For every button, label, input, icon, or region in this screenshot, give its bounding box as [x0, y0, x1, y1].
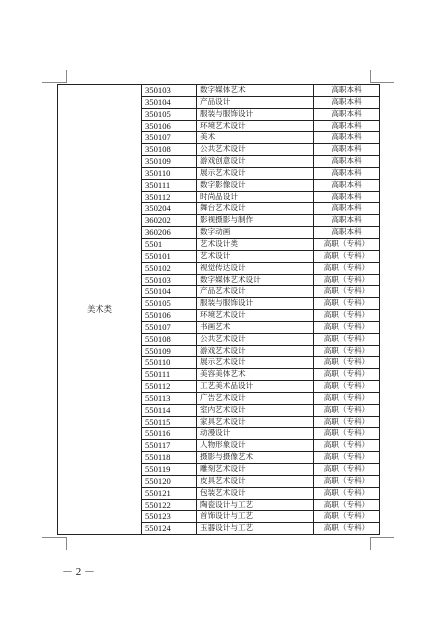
- code-cell: 550119: [142, 464, 197, 476]
- code-cell: 550124: [142, 523, 197, 535]
- code-cell: 550116: [142, 428, 197, 440]
- code-cell: 360206: [142, 227, 197, 239]
- level-cell: 高职（专科）: [314, 274, 380, 286]
- code-cell: 550102: [142, 262, 197, 274]
- code-cell: 350110: [142, 167, 197, 179]
- level-cell: 高职本科: [314, 120, 380, 132]
- code-cell: 550109: [142, 345, 197, 357]
- name-cell: 服装与服饰设计: [197, 298, 314, 310]
- level-cell: 高职（专科）: [314, 487, 380, 499]
- crop-mark-top-right-v: [370, 70, 371, 83]
- code-cell: 550112: [142, 381, 197, 393]
- level-cell: 高职本科: [314, 179, 380, 191]
- name-cell: 舞台艺术设计: [197, 203, 314, 215]
- name-cell: 室内艺术设计: [197, 404, 314, 416]
- code-cell: 350104: [142, 96, 197, 108]
- name-cell: 环境艺术设计: [197, 310, 314, 322]
- code-cell: 350107: [142, 132, 197, 144]
- code-cell: 550111: [142, 369, 197, 381]
- code-cell: 550120: [142, 475, 197, 487]
- code-cell: 550105: [142, 298, 197, 310]
- code-cell: 550113: [142, 392, 197, 404]
- name-cell: 摄影与摄像艺术: [197, 452, 314, 464]
- name-cell: 公共艺术设计: [197, 333, 314, 345]
- name-cell: 书画艺术: [197, 321, 314, 333]
- level-cell: 高职（专科）: [314, 286, 380, 298]
- code-cell: 550114: [142, 404, 197, 416]
- code-cell: 550106: [142, 310, 197, 322]
- code-cell: 360202: [142, 215, 197, 227]
- crop-mark-bottom-left-h: [42, 537, 66, 538]
- level-cell: 高职（专科）: [314, 369, 380, 381]
- level-cell: 高职本科: [314, 203, 380, 215]
- level-cell: 高职本科: [314, 108, 380, 120]
- name-cell: 数字动画: [197, 227, 314, 239]
- level-cell: 高职本科: [314, 215, 380, 227]
- name-cell: 展示艺术设计: [197, 357, 314, 369]
- code-cell: 550103: [142, 274, 197, 286]
- code-cell: 550108: [142, 333, 197, 345]
- level-cell: 高职本科: [314, 227, 380, 239]
- name-cell: 广告艺术设计: [197, 392, 314, 404]
- level-cell: 高职（专科）: [314, 392, 380, 404]
- name-cell: 包装艺术设计: [197, 487, 314, 499]
- code-cell: 550115: [142, 416, 197, 428]
- name-cell: 首饰设计与工艺: [197, 511, 314, 523]
- name-cell: 艺术设计: [197, 250, 314, 262]
- name-cell: 皮具艺术设计: [197, 475, 314, 487]
- level-cell: 高职（专科）: [314, 511, 380, 523]
- name-cell: 产品艺术设计: [197, 286, 314, 298]
- code-cell: 550101: [142, 250, 197, 262]
- code-cell: 350103: [142, 85, 197, 97]
- crop-mark-top-right-h: [370, 82, 394, 83]
- crop-mark-bottom-right-h: [370, 537, 394, 538]
- code-cell: 350106: [142, 120, 197, 132]
- code-cell: 550104: [142, 286, 197, 298]
- code-cell: 350105: [142, 108, 197, 120]
- name-cell: 影视摄影与制作: [197, 215, 314, 227]
- level-cell: 高职（专科）: [314, 523, 380, 535]
- level-cell: 高职（专科）: [314, 333, 380, 345]
- crop-mark-top-left-h: [42, 82, 66, 83]
- level-cell: 高职（专科）: [314, 310, 380, 322]
- code-cell: 550110: [142, 357, 197, 369]
- level-cell: 高职（专科）: [314, 404, 380, 416]
- code-cell: 550118: [142, 452, 197, 464]
- name-cell: 玉器设计与工艺: [197, 523, 314, 535]
- name-cell: 雕刻艺术设计: [197, 464, 314, 476]
- code-cell: 550123: [142, 511, 197, 523]
- name-cell: 环境艺术设计: [197, 120, 314, 132]
- level-cell: 高职本科: [314, 132, 380, 144]
- level-cell: 高职（专科）: [314, 499, 380, 511]
- code-cell: 350109: [142, 156, 197, 168]
- crop-mark-top-left-v: [66, 70, 67, 83]
- name-cell: 游戏创意设计: [197, 156, 314, 168]
- name-cell: 时尚品设计: [197, 191, 314, 203]
- level-cell: 高职（专科）: [314, 298, 380, 310]
- level-cell: 高职（专科）: [314, 475, 380, 487]
- name-cell: 产品设计: [197, 96, 314, 108]
- major-table: [57, 84, 379, 535]
- name-cell: 艺术设计类: [197, 238, 314, 250]
- name-cell: 数字媒体艺术: [197, 85, 314, 97]
- level-cell: 高职（专科）: [314, 464, 380, 476]
- level-cell: 高职（专科）: [314, 262, 380, 274]
- code-cell: 350111: [142, 179, 197, 191]
- crop-mark-bottom-left-v: [66, 537, 67, 550]
- level-cell: 高职（专科）: [314, 238, 380, 250]
- name-cell: 美术: [197, 132, 314, 144]
- name-cell: 公共艺术设计: [197, 144, 314, 156]
- name-cell: 游戏艺术设计: [197, 345, 314, 357]
- code-cell: 550121: [142, 487, 197, 499]
- name-cell: 陶瓷设计与工艺: [197, 499, 314, 511]
- level-cell: 高职本科: [314, 96, 380, 108]
- level-cell: 高职（专科）: [314, 345, 380, 357]
- code-cell: 350112: [142, 191, 197, 203]
- name-cell: 家具艺术设计: [197, 416, 314, 428]
- name-cell: 动漫设计: [197, 428, 314, 440]
- level-cell: 高职本科: [314, 85, 380, 97]
- code-cell: 350204: [142, 203, 197, 215]
- name-cell: 工艺美术品设计: [197, 381, 314, 393]
- name-cell: 美容美体艺术: [197, 369, 314, 381]
- name-cell: 展示艺术设计: [197, 167, 314, 179]
- level-cell: 高职（专科）: [314, 416, 380, 428]
- crop-mark-bottom-right-v: [370, 537, 371, 550]
- name-cell: 人物形象设计: [197, 440, 314, 452]
- level-cell: 高职本科: [314, 144, 380, 156]
- page-number: － 2 －: [62, 566, 95, 578]
- major-table-body: [58, 85, 380, 535]
- code-cell: 550107: [142, 321, 197, 333]
- code-cell: 550122: [142, 499, 197, 511]
- level-cell: 高职（专科）: [314, 440, 380, 452]
- level-cell: 高职（专科）: [314, 321, 380, 333]
- level-cell: 高职（专科）: [314, 357, 380, 369]
- name-cell: 视觉传达设计: [197, 262, 314, 274]
- table-row: [58, 85, 380, 97]
- code-cell: 550117: [142, 440, 197, 452]
- code-cell: 350108: [142, 144, 197, 156]
- category-cell: 美术类: [58, 85, 142, 535]
- name-cell: 数字媒体艺术设计: [197, 274, 314, 286]
- name-cell: 服装与服饰设计: [197, 108, 314, 120]
- level-cell: 高职（专科）: [314, 428, 380, 440]
- level-cell: 高职（专科）: [314, 381, 380, 393]
- level-cell: 高职（专科）: [314, 452, 380, 464]
- code-cell: 5501: [142, 238, 197, 250]
- level-cell: 高职本科: [314, 156, 380, 168]
- level-cell: 高职本科: [314, 167, 380, 179]
- level-cell: 高职本科: [314, 191, 380, 203]
- name-cell: 数字影像设计: [197, 179, 314, 191]
- level-cell: 高职（专科）: [314, 250, 380, 262]
